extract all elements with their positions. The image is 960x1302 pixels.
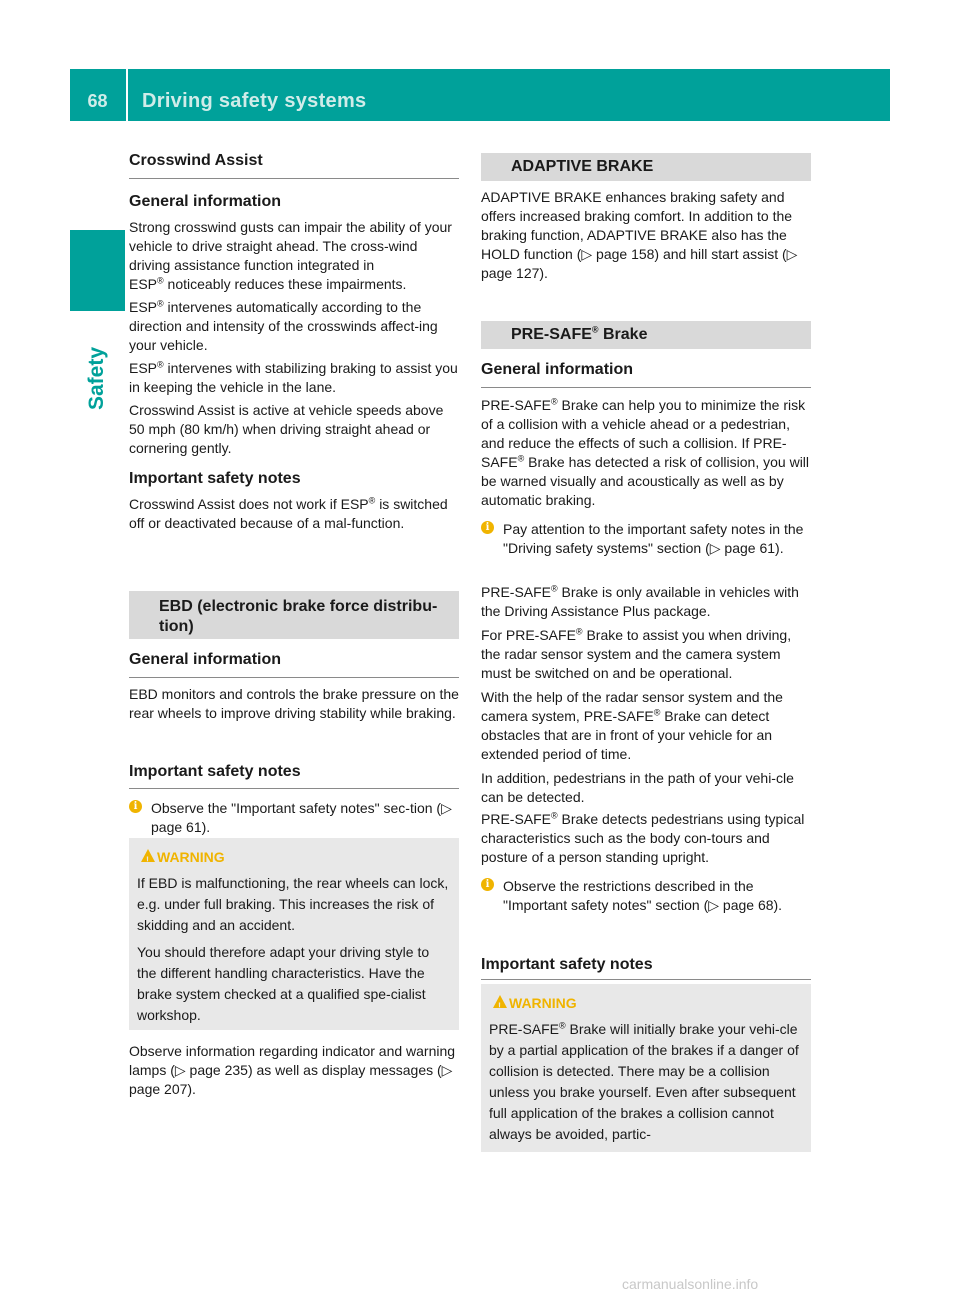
crosswind-p3: ESP® intervenes with stabilizing braking to assist you in keeping the vehicle in the lane.: [129, 359, 458, 395]
adaptive-title: ADAPTIVE BRAKE: [481, 153, 811, 181]
warning-triangle-icon: [493, 995, 507, 1008]
info-icon: i: [129, 800, 142, 813]
ebd-safety-heading: Important safety notes: [129, 763, 301, 780]
ebd-general-heading: General information: [129, 651, 282, 668]
section-title: Driving safety systems: [142, 90, 367, 112]
presafe-warning-p1: PRE-SAFE® Brake will initially brake your vehi-cle by a partial application of the brakes if a danger of collision is detected. There may be a collision unless you brake yourself. Even after subsequent full application of the brakes a collision cannot always be avoided, partic-: [489, 1020, 799, 1142]
ebd-rule-1: [129, 677, 459, 678]
side-tab-block: [70, 230, 125, 311]
ebd-warning-box: [129, 838, 459, 1030]
presafe-safety-heading: Important safety notes: [481, 956, 653, 973]
crosswind-safety-heading: Important safety notes: [129, 470, 301, 487]
page-number: 68: [87, 91, 108, 111]
crosswind-rule: [129, 178, 459, 179]
presafe-p6: PRE-SAFE® Brake detects pedestrians using typical characteristics such as the body con-tours and posture of a person standing upright.: [481, 810, 805, 865]
presafe-p1: PRE-SAFE® Brake can help you to minimize the risk of a collision with a vehicle ahead or a pedestrian, and reduce the effects of such a collision. If PRE-SAFE® Brake has detected a risk of collision, you will be warned visually and acoustically as well as by automatic braking.: [481, 396, 810, 508]
presafe-info-note-1: i Pay attention to the important safety notes in the "Driving safety systems" section (▷ page 61).: [481, 520, 811, 558]
presafe-title: PRE-SAFE® Brake: [481, 321, 811, 349]
info-icon: i: [481, 878, 494, 891]
presafe-general-heading: General information: [481, 361, 634, 378]
info-icon: i: [481, 521, 494, 534]
presafe-info-note-2: i Observe the restrictions described in the "Important safety notes" section (▷ page 68).: [481, 877, 811, 915]
presafe-p2: PRE-SAFE® Brake is only available in vehicles with the Driving Assistance Plus package.: [481, 583, 799, 619]
crosswind-title: Crosswind Assist: [129, 152, 263, 169]
presafe-rule-2: [481, 979, 811, 980]
crosswind-p4: Crosswind Assist is active at vehicle speeds above 50 mph (80 km/h) when driving straight ahead or cornering gently.: [129, 402, 444, 456]
presafe-rule-1: [481, 387, 811, 388]
ebd-warning-p2: You should therefore adapt your driving style to the different handling characteristics. Have the brake system checked at a qualified spe-cialist workshop.: [137, 944, 430, 1023]
header-divider: [126, 69, 128, 121]
footer-watermark: carmanualsonline.info: [622, 1276, 759, 1292]
ebd-info-note: i Observe the "Important safety notes" sec-tion (▷ page 61).: [129, 799, 459, 837]
crosswind-p5: Crosswind Assist does not work if ESP® is switched off or deactivated because of a mal-function.: [129, 495, 448, 531]
adaptive-p1: ADAPTIVE BRAKE enhances braking safety and offers increased braking comfort. In addition to the braking function, ADAPTIVE BRAKE also has the HOLD function (▷ page 158) and hill start assist (▷ page 127).: [481, 189, 798, 281]
presafe-p3: For PRE-SAFE® Brake to assist you when driving, the radar sensor system and the camera system must be switched on and be operational.: [481, 626, 792, 681]
crosswind-p2: ESP® intervenes automatically according to the direction and intensity of the crosswinds affect-ing your vehicle.: [129, 298, 438, 353]
ebd-p2: Observe information regarding indicator and warning lamps (▷ page 235) as well as display messages (▷ page 207).: [129, 1043, 456, 1097]
ebd-p1: EBD monitors and controls the brake pressure on the rear wheels to improve driving stability while braking.: [129, 686, 459, 721]
warning-triangle-icon: [141, 849, 155, 862]
ebd-warning-p1: If EBD is malfunctioning, the rear wheels can lock, e.g. under full braking. This increases the risk of skidding and an accident.: [137, 875, 449, 933]
crosswind-general-heading: General information: [129, 193, 282, 210]
ebd-warning-heading: ! WARNING: [137, 848, 451, 867]
ebd-title: EBD (electronic brake force distribu-tion): [129, 591, 459, 639]
ebd-rule-2: [129, 788, 459, 789]
presafe-p5: In addition, pedestrians in the path of your vehi-cle can be detected.: [481, 770, 794, 805]
crosswind-p1: Strong crosswind gusts can impair the ability of your vehicle to drive straight ahead. The cross-wind driving assistance function integrated in ESP® noticeably reduces these impairments.: [129, 219, 452, 292]
presafe-p4: With the help of the radar sensor system and the camera system, PRE-SAFE® Brake can detect obstacles that are in front of your vehicle for an extended period of time.: [481, 689, 783, 762]
presafe-warning-heading: ! WARNING: [489, 994, 803, 1013]
side-tab-label: Safety: [85, 346, 108, 410]
presafe-warning-box: [481, 984, 811, 1152]
